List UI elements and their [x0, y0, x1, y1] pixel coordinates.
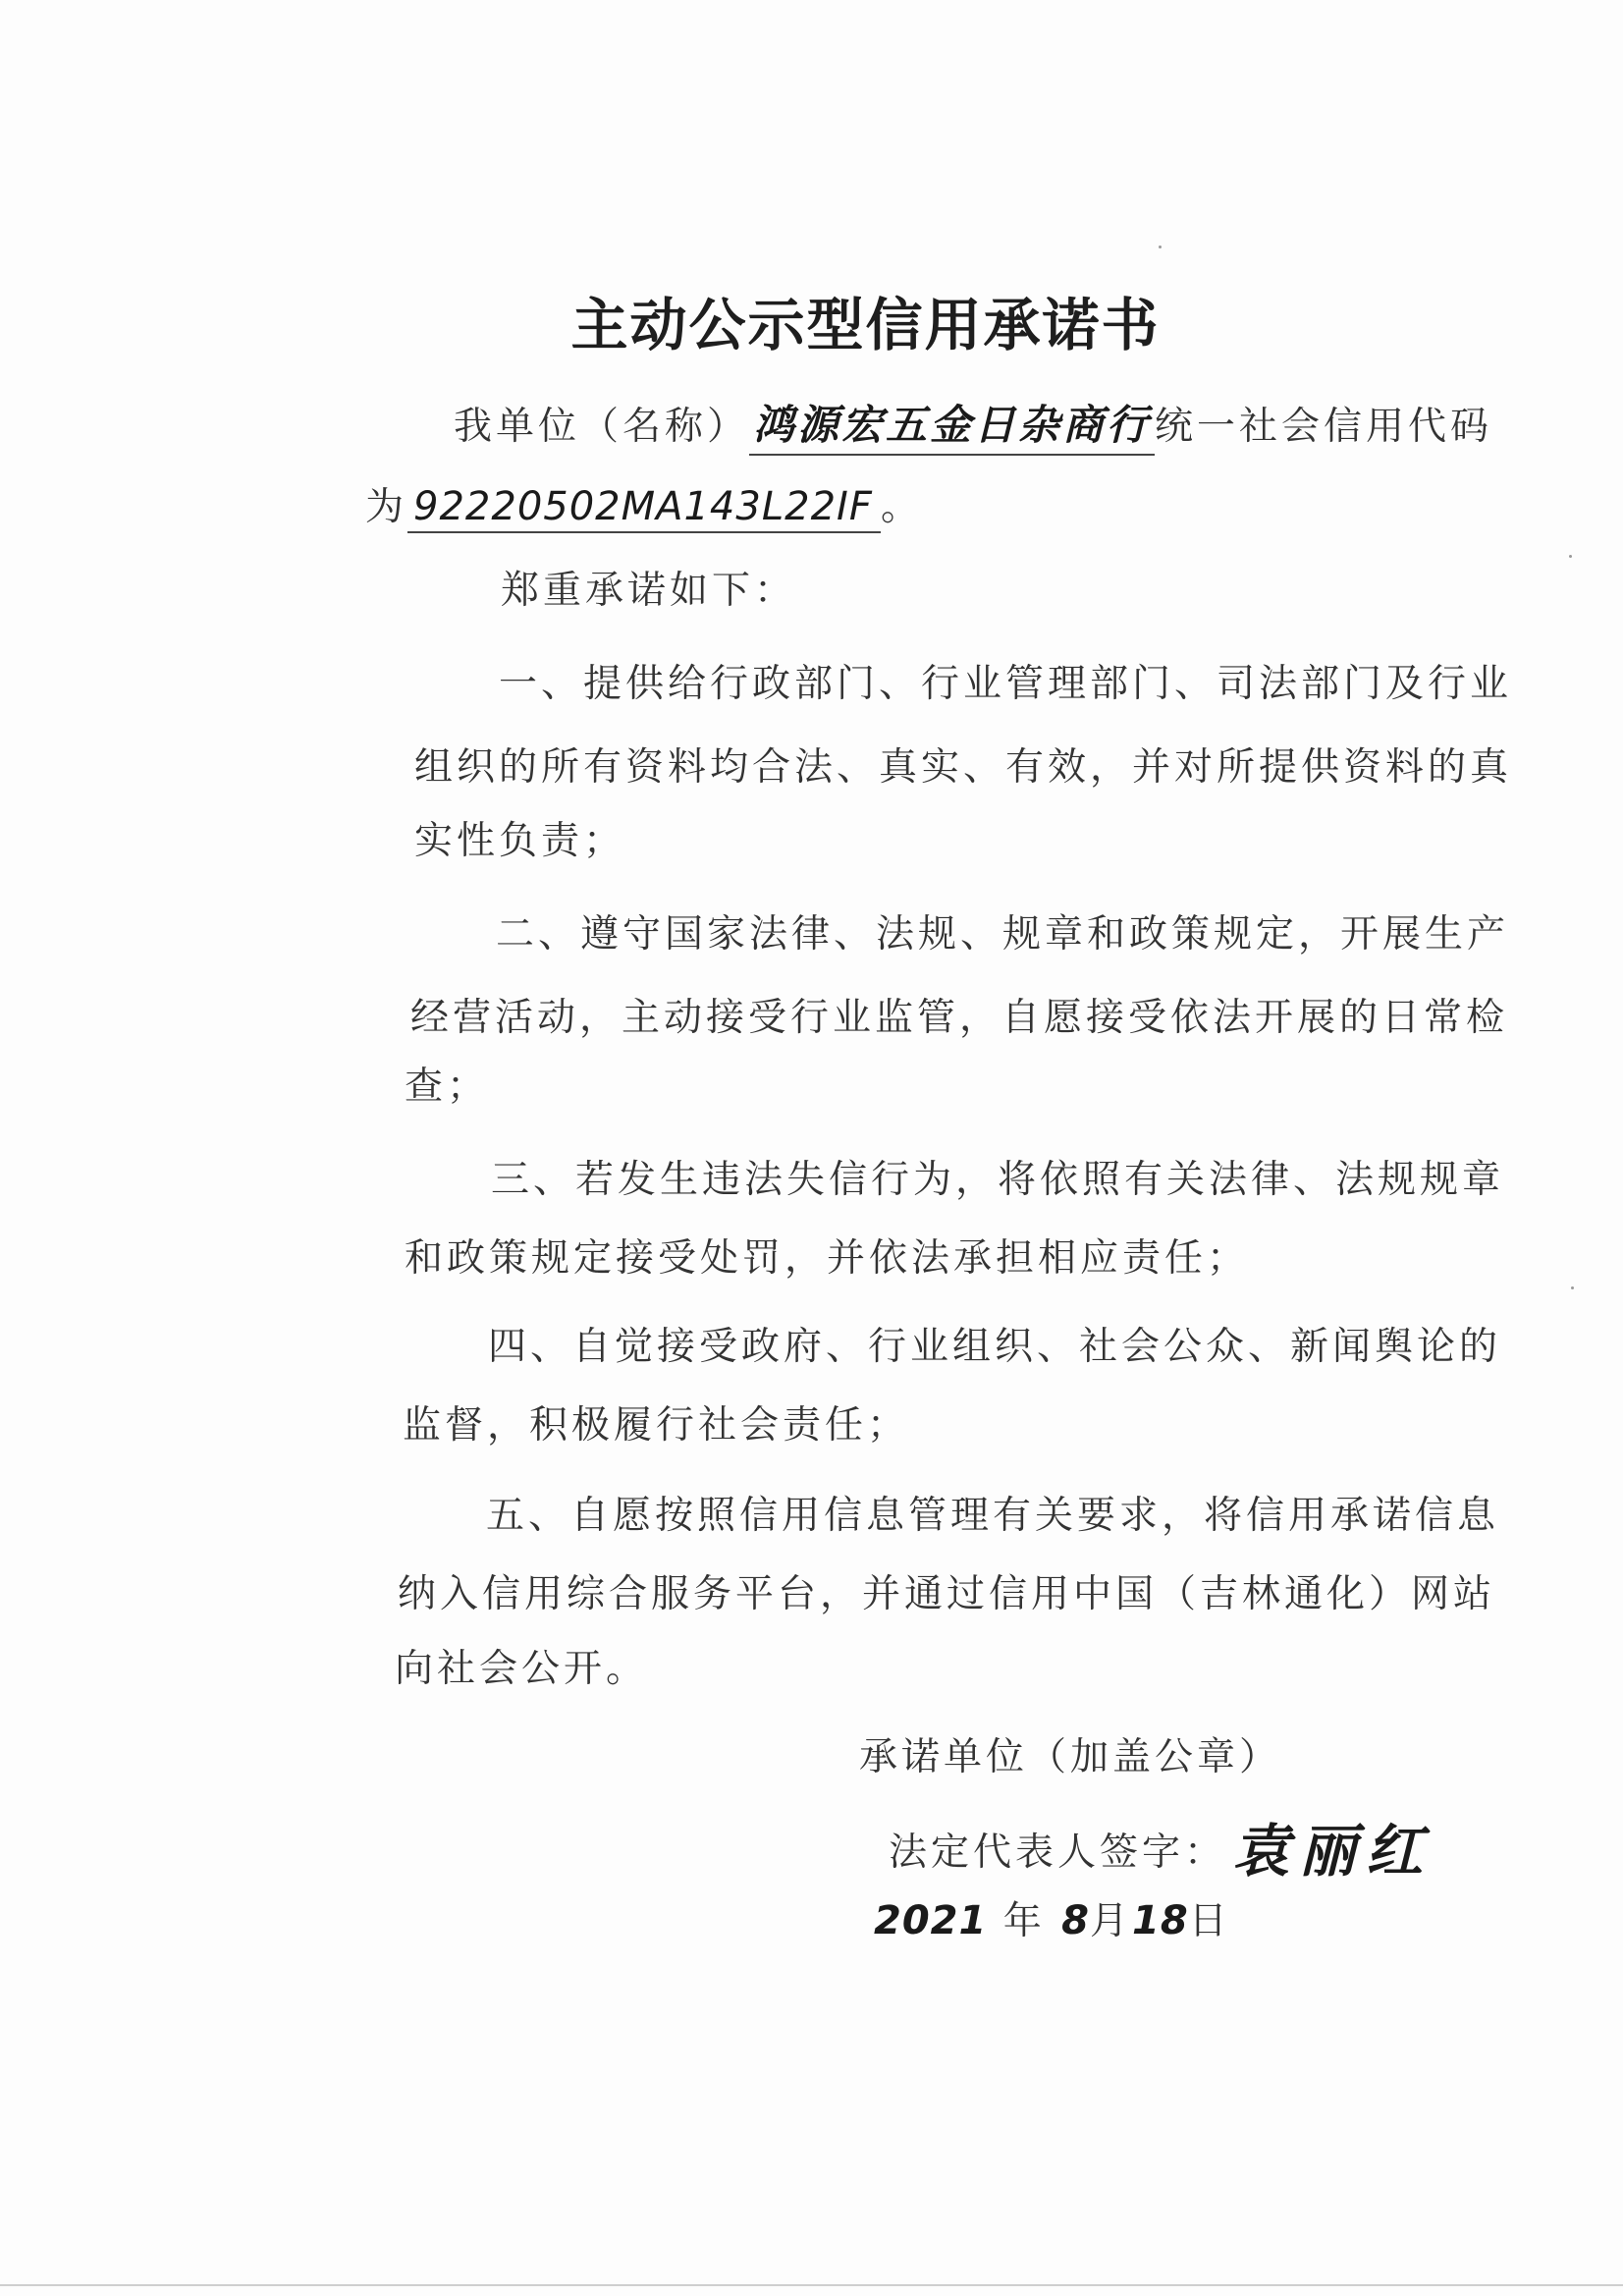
paragraph-line: 和政策规定接受处罚，并依法承担相应责任；: [405, 1236, 1250, 1281]
date-month-unit: 月: [1090, 1899, 1133, 1943]
paragraph-line: 纳入信用综合服务平台，并通过信用中国（吉林通化）网站: [398, 1572, 1496, 1616]
credit-code-handwritten: 92220502MA143L22IF: [407, 484, 881, 533]
paragraph-line: 实性负责；: [414, 819, 626, 863]
document-title: 主动公示型信用承诺书: [570, 292, 1161, 358]
paragraph-line: 三、若发生违法失信行为，将依照有关法律、法规规章: [491, 1158, 1505, 1202]
signing-date: [874, 1890, 1231, 1945]
code-suffix: 。: [881, 485, 924, 529]
pledge-heading: 郑重承诺如下：: [501, 569, 797, 613]
unit-seal-label: 承诺单位（加盖公章）: [859, 1735, 1282, 1779]
credit-code-line: [365, 476, 923, 533]
intro-prefix: 我单位（名称）: [454, 405, 750, 449]
date-day-unit: 日: [1188, 1899, 1231, 1943]
paragraph-line: 五、自愿按照信用信息管理有关要求，将信用承诺信息: [486, 1494, 1500, 1538]
paragraph-line: 监督，积极履行社会责任；: [403, 1403, 910, 1448]
intro-suffix: 统一社会信用代码: [1155, 405, 1493, 449]
scan-edge-line: [0, 2284, 1623, 2286]
company-name-handwritten: 鸿源宏五金日杂商行: [749, 393, 1155, 456]
paragraph-line: 向社会公开。: [395, 1647, 649, 1691]
paragraph-line: 二、遵守国家法律、法规、规章和政策规定，开展生产: [496, 912, 1510, 957]
date-day: 18: [1132, 1898, 1189, 1943]
legal-rep-label: 法定代表人签字：: [889, 1831, 1227, 1875]
date-month: 8: [1061, 1898, 1090, 1943]
code-prefix: 为: [365, 485, 408, 529]
legal-rep-line: [889, 1805, 1433, 1887]
paragraph-line: 经营活动，主动接受行业监管，自愿接受依法开展的日常检: [410, 996, 1509, 1040]
intro-line: [454, 393, 1492, 456]
paragraph-line: 四、自觉接受政府、行业组织、社会公众、新闻舆论的: [488, 1325, 1502, 1369]
paragraph-line: 组织的所有资料均合法、真实、有效，并对所提供资料的真: [414, 745, 1513, 790]
scan-speck: [1159, 246, 1162, 248]
scan-speck: [1571, 1286, 1574, 1289]
paragraph-line: 一、提供给行政部门、行业管理部门、司法部门及行业: [499, 662, 1513, 706]
date-year-unit: 年: [1002, 1899, 1046, 1943]
legal-rep-signature: 袁丽红: [1232, 1818, 1434, 1885]
date-year: 2021: [874, 1898, 988, 1943]
scan-speck: [1569, 555, 1572, 558]
paragraph-line: 查；: [405, 1065, 490, 1109]
